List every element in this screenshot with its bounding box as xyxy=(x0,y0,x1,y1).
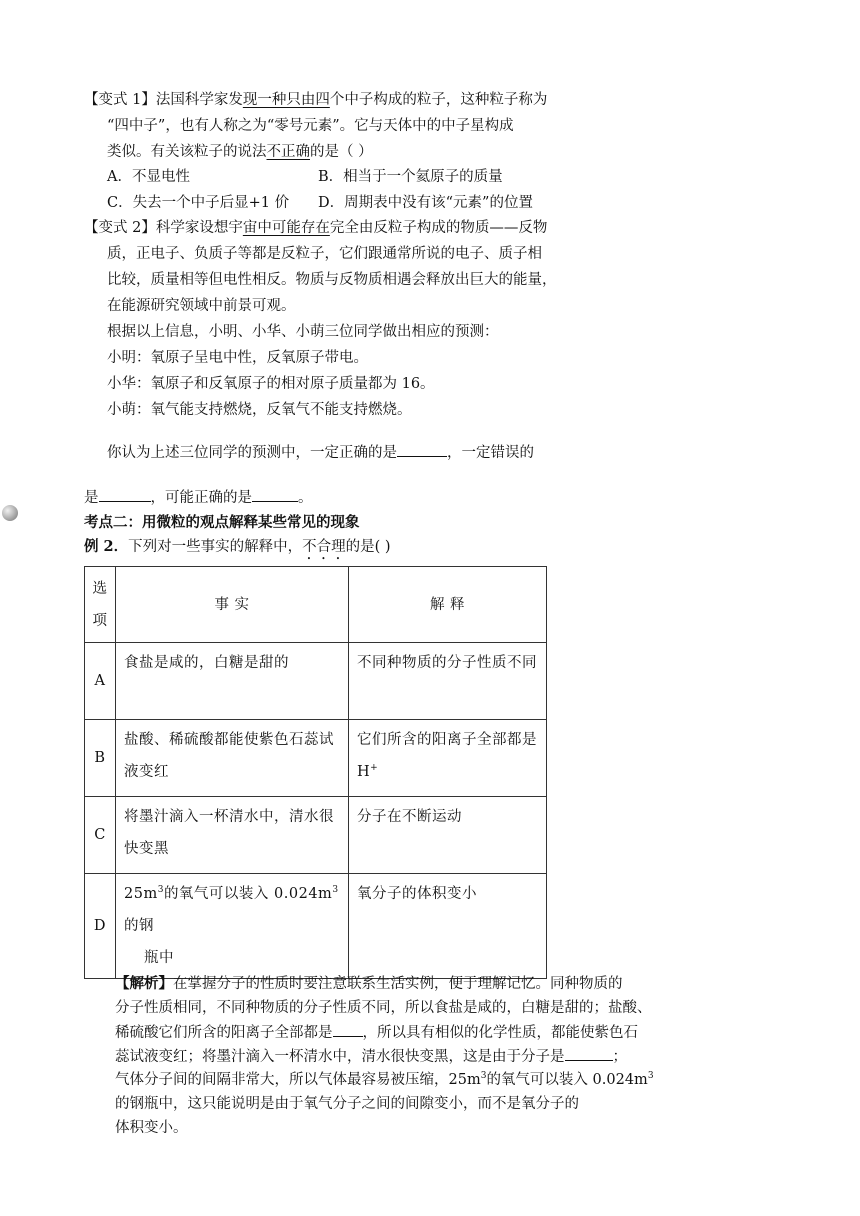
analysis-line1: 【解析】在掌握分子的性质时要注意联系生活实例，便于理解记忆。同种物质的 xyxy=(115,975,623,992)
table-row: C 将墨汁滴入一杯清水中，清水很快变黑 分子在不断运动 xyxy=(85,797,547,874)
prediction-xiaohua: 小华：氧原子和反氧原子的相对原子质量都为 16。 xyxy=(107,376,435,392)
analysis-line7: 体积变小。 xyxy=(115,1120,188,1136)
header-fact: 事 实 xyxy=(116,567,349,643)
variant2-line1: 【变式 2】科学家设想宇宙中可能存在完全由反粒子构成的物质——反物 xyxy=(84,220,548,236)
analysis-blank-motion[interactable] xyxy=(565,1046,613,1061)
analysis-line4: 蕊试液变红；将墨汁滴入一杯清水中，清水很快变黑，这是由于分子是 ； xyxy=(115,1046,627,1067)
variant1-line1: 【变式 1】法国科学家发现一种只由四个中子构成的粒子，这种粒子称为 xyxy=(84,92,548,108)
answer-blank-correct[interactable] xyxy=(397,442,447,457)
margin-ball-icon xyxy=(2,505,18,521)
variant2-label: 【变式 2】 xyxy=(84,220,156,236)
option-d: D．周期表中没有该“元素”的位置 xyxy=(318,195,533,211)
table-row: A 食盐是咸的，白糖是甜的 不同种物质的分子性质不同 xyxy=(85,643,547,720)
answer-blank-possible[interactable] xyxy=(252,487,298,502)
option-c: C．失去一个中子后显+1 价 xyxy=(107,195,290,211)
analysis-label: 【解析】 xyxy=(115,975,173,992)
section-title: 考点二：用微粒的观点解释某些常见的现象 xyxy=(84,514,360,531)
analysis-line2: 分子性质相同，不同种物质的分子性质不同，所以食盐是咸的，白糖是甜的；盐酸、 xyxy=(115,1000,652,1016)
facts-table xyxy=(84,566,547,979)
option-b: B．相当于一个氦原子的质量 xyxy=(318,169,503,185)
prediction-xiaomeng: 小萌：氧气能支持燃烧，反氧气不能支持燃烧。 xyxy=(107,402,412,418)
analysis-line3: 稀硫酸它们所含的阳离子全部都是 ，所以具有相似的化学性质，都能使紫色石 xyxy=(115,1022,638,1043)
analysis-line5: 气体分子间的间隔非常大，所以气体最容易被压缩，$25m^3$的氧气可以装入 $0.024m^3$ xyxy=(115,1071,654,1088)
prediction-xiaoming: 小明：氧原子呈电中性，反氧原子带电。 xyxy=(107,350,368,366)
example2-question: 例 2．下列对一些事实的解释中，不合理的是( ) xyxy=(84,538,391,555)
table-header-row xyxy=(85,567,547,643)
variant2-line4: 在能源研究领域中前景可观。 xyxy=(107,298,296,314)
analysis-blank-ion[interactable] xyxy=(333,1022,363,1037)
variant1-label: 【变式 1】 xyxy=(84,92,156,108)
variant1-line2: “四中子”，也有人称之为“零号元素”。它与天体中的中子星构成 xyxy=(107,118,514,134)
analysis-line6: 的钢瓶中，这只能说明是由于氧气分子之间的间隙变小，而不是氧分子的 xyxy=(115,1096,579,1112)
variant2-line2: 质，正电子、负质子等都是反粒子，它们跟通常所说的电子、质子相 xyxy=(107,246,542,262)
option-a: A．不显电性 xyxy=(107,169,190,185)
question-line1: 你认为上述三位同学的预测中，一定正确的是 ，一定错误的 xyxy=(107,442,534,463)
question-line2: 是 ，可能正确的是 。 xyxy=(84,487,313,508)
answer-blank-wrong[interactable] xyxy=(99,487,151,502)
header-option: 选 项 xyxy=(85,567,116,643)
table-row: D $25m^3$的氧气可以装入 $0.024m^3$的钢 瓶中 氧分子的体积变小 xyxy=(85,874,547,979)
header-explanation: 解 释 xyxy=(349,567,547,643)
variant2-line5: 根据以上信息，小明、小华、小萌三位同学做出相应的预测： xyxy=(107,324,499,340)
variant1-line3: 类似。有关该粒子的说法不正确的是（ ） xyxy=(107,144,373,160)
variant2-line3: 比较，质量相等但电性相反。物质与反物质相遇会释放出巨大的能量， xyxy=(107,272,557,288)
table-row: B 盐酸、稀硫酸都能使紫色石蕊试液变红 它们所含的阳离子全部都是 H+ xyxy=(85,720,547,797)
